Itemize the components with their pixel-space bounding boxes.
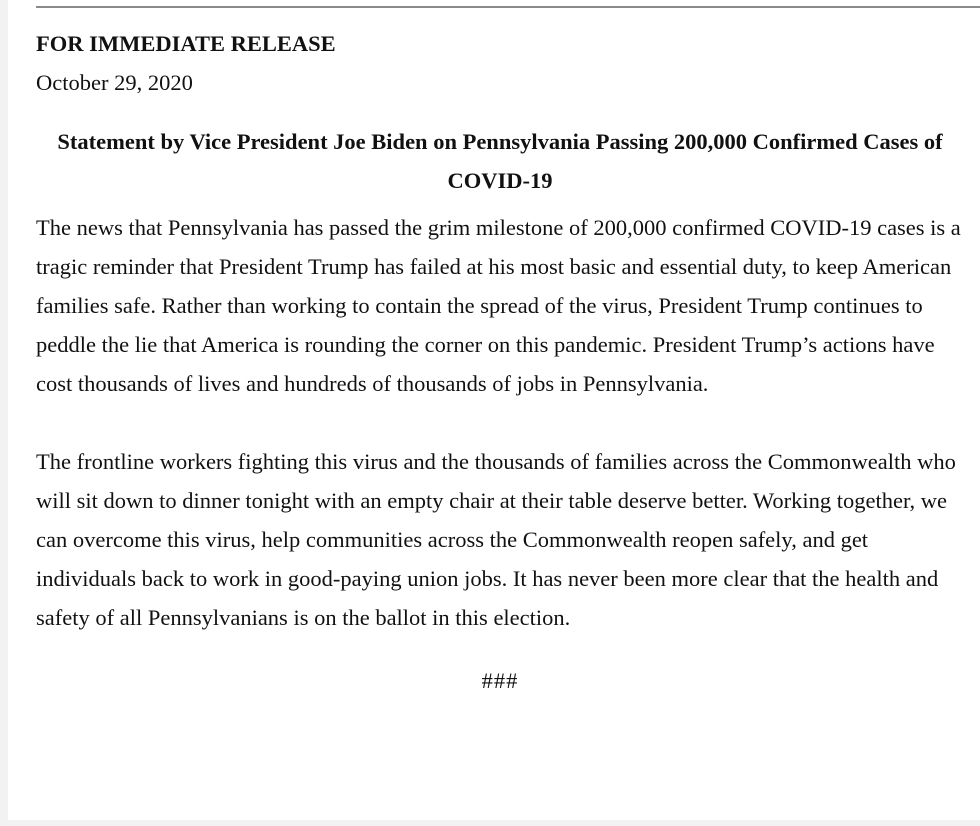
headline: Statement by Vice President Joe Biden on Pennsylvania Passing 200,000 Confirmed Cases of COVID-19 xyxy=(57,129,943,193)
top-divider xyxy=(36,6,980,8)
press-release-page xyxy=(8,0,980,820)
release-label: FOR IMMEDIATE RELEASE xyxy=(36,31,336,56)
body-paragraph: The frontline workers fighting this virus and the thousands of families across the Commonwealth who will sit down to dinner tonight with an empty chair at their table deserve better. Working together, we can overcome this virus, help communities across the Commonwealth reopen safely, and get individuals back to work in good-paying union jobs. It has never been more clear that the health and safety of all Pennsylvanians is on the ballot in this election. xyxy=(36,449,956,630)
body-paragraph: The news that Pennsylvania has passed the grim milestone of 200,000 confirmed COVID-19 cases is a tragic reminder that President Trump has failed at his most basic and essential duty, to keep American families safe. Rather than working to contain the spread of the virus, President Trump continues to peddle the lie that America is rounding the corner on this pandemic. President Trump’s actions have cost thousands of lives and hundreds of thousands of jobs in Pennsylvania. xyxy=(36,215,961,396)
release-date: October 29, 2020 xyxy=(36,70,193,95)
press-release-document xyxy=(36,26,964,699)
end-mark: ### xyxy=(481,668,519,693)
